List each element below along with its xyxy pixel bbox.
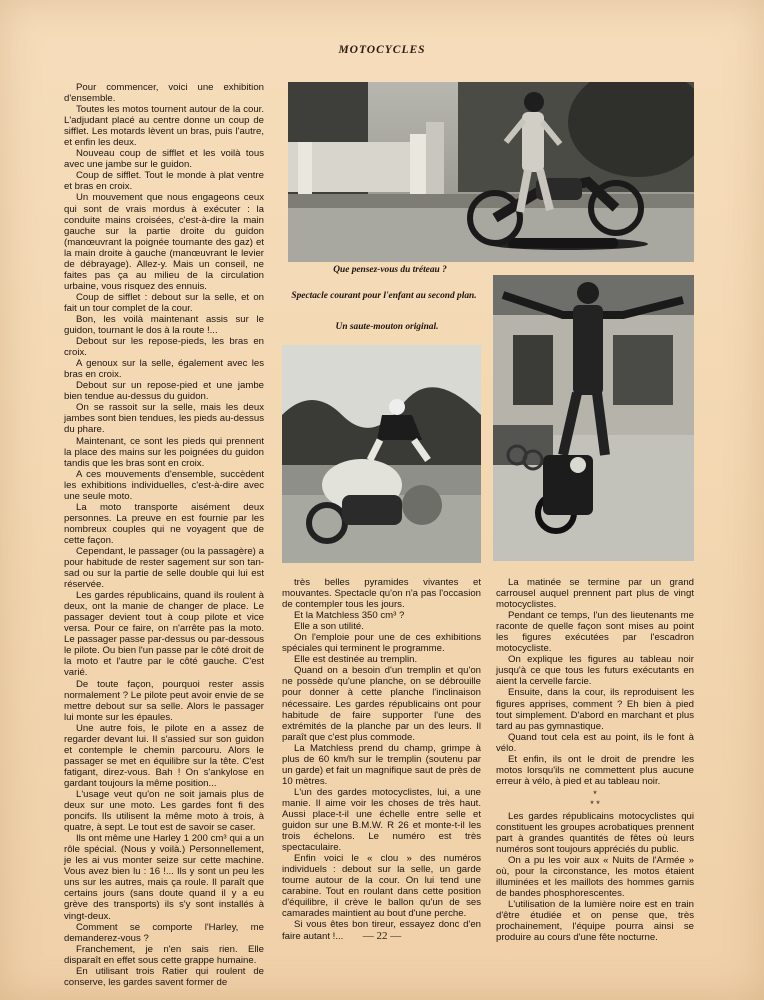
col1-paragraph: Toutes les motos tournent autour de la cour. L'adjudant placé au centre donne un coup de sifflet. Les motards lèvent un bras, puis l'autre, et enfin les deux. (64, 104, 264, 149)
col2-paragraph: L'un des gardes motocyclistes, lui, a une manie. Il aime voir les choses de très haut. Aussi place-t-il une échelle entre selle et guidon sur une B.M.W. R 26 et monte-t-il les trois échelons. Le numéro est très spectaculaire. (282, 786, 481, 854)
col3-paragraph: La matinée se termine par un grand carrousel auquel prennent part plus de vingt motocyclistes. (496, 577, 694, 611)
col1-paragraph: En utilisant trois Ratier qui roulent de conserve, les gardes savent former de (64, 965, 264, 988)
col1-paragraph: Comment se comporte l'Harley, me demanderez-vous ? (64, 921, 264, 944)
col1-paragraph: Maintenant, ce sont les pieds qui prennent la place des mains sur les poignées du guidon tandis que les bras sont en croix. (64, 435, 264, 469)
col1-paragraph: Coup de sifflet. Tout le monde à plat ventre et bras en croix. (64, 170, 264, 193)
col1-paragraph: On se rassoit sur la selle, mais les deux jambes sont bien tendues, les pieds au-dessus du phare. (64, 402, 264, 436)
photo-motorcycle-over-person (288, 82, 694, 262)
photo-rider-arms-spread (493, 275, 694, 561)
col2-paragraph: On l'emploie pour une de ces exhibitions spéciales qui terminent le programme. (282, 632, 481, 655)
col3-paragraph: Pendant ce temps, l'un des lieutenants me raconte de quelle façon sont mises au point les figures exécutées par l'escadron motocycliste. (496, 610, 694, 655)
col1-paragraph: Bon, les voilà maintenant assis sur le guidon, tournant le dos à la route !... (64, 313, 264, 337)
caption-photo-1: Que pensez-vous du tréteau ? (333, 265, 447, 275)
col3-paragraph: On explique les figures au tableau noir jusqu'à ce que tous les futurs exécutants en aient la cervelle farcie. (496, 654, 694, 688)
col2-paragraph: Enfin voici le « clou » des numéros individuels : debout sur la selle, un garde tourne autour de la cour. On lui tend une carabine. Tout en roulant dans cette position d'équilibre, il crève le ballon qu'un de ses camarades maintient au bout d'une perche. (282, 853, 481, 920)
col1-paragraph: Les gardes républicains, quand ils roulent à deux, ont la manie de changer de place. Le passager devient tout à coup pilote et vice versa. Pour ce faire, on n'arrête pas la moto. Le passager passe par-dessus ou par-dessous le pilote. Ou bien l'un passe par le côté droit de la moto et l'autre par le côté gauche. C'est varié. (64, 590, 264, 679)
col3-paragraph: Ensuite, dans la cour, ils reproduisent les figures apprises, comment ? Eh bien à pied tout simplement. D'abord en marchant et plus tard au pas gymnastique. (496, 687, 694, 732)
col1-paragraph: A genoux sur la selle, également avec les bras en croix. (64, 358, 264, 381)
page-number: — 22 — (362, 930, 402, 942)
section-separator-stars: * * * (590, 788, 600, 809)
col1-paragraph: Debout sur un repose-pied et une jambe bien tendue au-dessus du guidon. (64, 380, 264, 403)
col2-paragraph: Quand on a besoin d'un tremplin et qu'on ne possède qu'une planche, on se débrouille pour donner à cette planche l'inclinaison nécessaire. Les gardes républicains ont pour habitude de faire supporter l'une des extrémités de la planche par un des leurs. Il paraît que c'est plus commode. (282, 665, 481, 743)
col3b-paragraph: L'utilisation de la lumière noire est en train d'être étudiée et on pense que, très prochainement, l'équipe pourra ainsi se produire au cours d'une fête nocturne. (496, 899, 694, 944)
text-column-3 (496, 577, 694, 943)
col1-paragraph: Nouveau coup de sifflet et les voilà tous avec une jambe sur le guidon. (64, 148, 264, 171)
col1-paragraph: Un mouvement que nous engageons ceux qui sont de vrais mordus à exécuter : la conduite mains croisées, c'est-à-dire la main gauche sur la partie droite du guidon (manœuvrant la poignée tournante des gaz) et la main droite à gauche (manœuvrant le levier de débrayage). Allez-y. Mais un conseil, ne faites pas ça au milieu de la circulation urbaine, vous risquez des ennuis. (64, 192, 264, 292)
col3b-paragraph: On a pu les voir aux « Nuits de l'Armée » où, pour la circonstance, les motos étaient illuminées et les maillots des hommes garnis de bandes phosphorescentes. (496, 855, 694, 900)
photo-leapfrog-motorcycle (282, 345, 481, 563)
col3b-paragraph: Les gardes républicains motocyclistes qui constituent les groupes acrobatiques prennent part à grandes quantités de fêtes où leurs numéros sont toujours appréciés du public. (496, 810, 694, 856)
col1-paragraph: La moto transporte aisément deux personnes. La preuve en est fournie par les nombreux couples qui ne voyagent que de cette façon. (64, 501, 264, 546)
col2-paragraph: Elle est destinée au tremplin. (294, 654, 418, 666)
text-column-1 (64, 82, 264, 988)
col1-paragraph: Ils ont même une Harley 1 200 cm³ qui a un rôle spécial. (Nous y voilà.) Personnellement, je les ai vus monter seize sur cette machine. Vous avez bien lu : 16 !... Ils y sont un peu les uns sur les autres, mais ça roule. Il paraît que certains jours (sans doute quand il y a eu grève des transports) ils s'y sont installés à vingt-deux. (64, 833, 264, 922)
col2-paragraph: Si vous êtes bon tireur, essayez donc d'en faire autant !... (282, 919, 481, 942)
col2-paragraph: La Matchless prend du champ, grimpe à plus de 60 km/h sur le tremplin (soutenu par un garde) et fait un magnifique saut de près de 10 mètres. (282, 742, 481, 787)
col1-paragraph: Cependant, le passager (ou la passagère) a pour habitude de rester sagement sur son tan-sad ou sur la partie de selle double qui lui est réservée. (64, 545, 264, 591)
col1-paragraph: De toute façon, pourquoi rester assis normalement ? Le pilote peut avoir envie de se mettre debout sur sa selle. Alors le passager lui monte sur les épaules. (64, 678, 264, 723)
col3-paragraph: Quand tout cela est au point, ils le font à vélo. (496, 731, 694, 754)
col1-paragraph: A ces mouvements d'ensemble, succèdent les exhibitions individuelles, c'est-à-dire avec une seule moto. (64, 468, 264, 502)
col1-paragraph: L'usage veut qu'on ne soit jamais plus de deux sur une moto. Les gardes font fi des poncifs. Ils utilisent la même moto à trois, à quatre, à sept. Le tout est de savoir se caser. (64, 789, 264, 834)
col2-paragraph: Elle a son utilité. (294, 621, 364, 633)
col1-paragraph: Debout sur les repose-pieds, les bras en croix. (64, 336, 264, 359)
col2-paragraph: Et la Matchless 350 cm³ ? (294, 610, 405, 622)
caption-photo-2: Spectacle courant pour l'enfant au second plan. (291, 291, 477, 301)
col2-paragraph: très belles pyramides vivantes et mouvantes. Spectacle qu'on n'a pas l'occasion de contempler tous les jours. (282, 577, 481, 611)
col1-paragraph: Coup de sifflet : debout sur la selle, et on fait un tour complet de la cour. (64, 291, 264, 314)
section-header: MOTOCYCLES (338, 44, 426, 56)
col1-paragraph: Une autre fois, le pilote en a assez de regarder devant lui. Il s'assied sur son guidon et contemple le chemin parcouru. Alors le passager se met en équilibre sur la tête. C'est fatigant, direz-vous. Bah ! On s'ankylose en gardant toujours la même position... (64, 722, 264, 789)
caption-photo-3: Un saute-mouton original. (335, 322, 439, 332)
col3-paragraph: Et enfin, ils ont le droit de prendre les motos lorsqu'ils ne commettent plus aucune erreur à vélo, à pied et au tableau noir. (496, 753, 694, 787)
col1-paragraph: Franchement, je n'en sais rien. Elle disparaît en effet sous cette grappe humaine. (64, 943, 264, 966)
col1-paragraph: Pour commencer, voici une exhibition d'ensemble. (64, 82, 264, 105)
text-column-2 (282, 577, 481, 942)
